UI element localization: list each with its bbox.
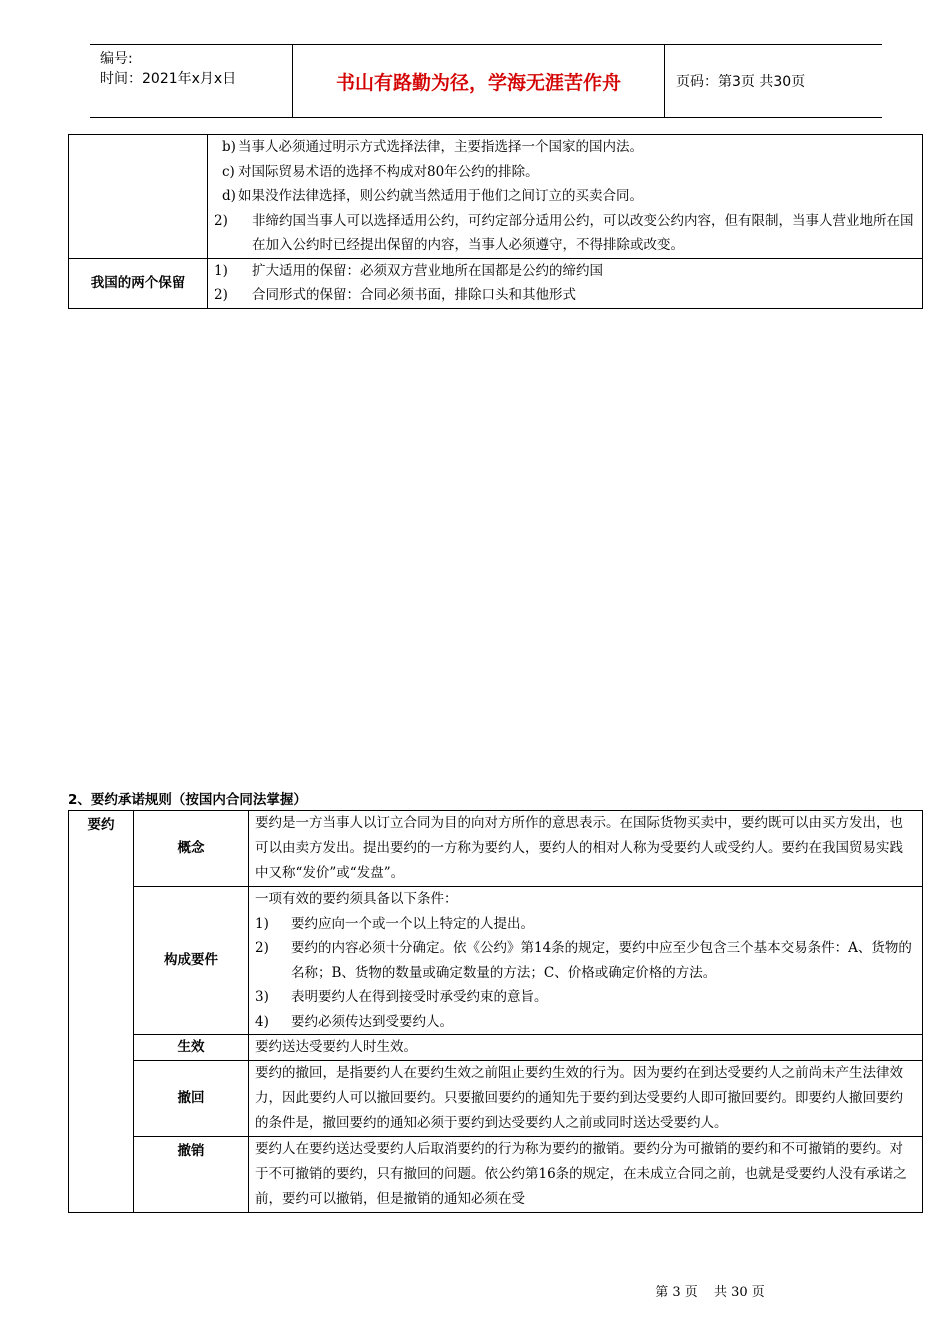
header-motto: 书山有路勤为径，学海无涯苦作舟 (335, 72, 621, 94)
doc-time-label: 时间：2021年x月x日 (100, 71, 237, 87)
effect-text: 要约送达受要约人时生效。 (249, 1035, 923, 1061)
reservations-cell (208, 258, 923, 308)
page-header (90, 44, 882, 118)
elements-cell (249, 887, 923, 1035)
header-divider-right (664, 45, 665, 117)
offer-main-label: 要约 (69, 811, 134, 1213)
list-item: d) 如果没作法律选择，则公约就当然适用于他们之间订立的买卖合同。 (222, 188, 643, 204)
elements-label: 构成要件 (134, 887, 249, 1035)
list-item: 2) 合同形式的保留：合同必须书面，排除口头和其他形式 (214, 287, 576, 303)
table-row (69, 135, 923, 259)
empty-label-cell (69, 135, 208, 259)
footer-total: 共 30 页 (713, 1285, 765, 1300)
application-rules-cell (208, 135, 923, 259)
list-item: c) 对国际贸易术语的选择不构成对80年公约的排除。 (222, 163, 539, 180)
concept-label: 概念 (134, 811, 249, 887)
header-meta (100, 49, 236, 89)
elements-intro: 一项有效的要约须具备以下条件： (255, 891, 458, 907)
withdraw-text: 要约的撤回，是指要约人在要约生效之前阻止要约生效的行为。因为要约在到达受要约人之前尚未产生法律效力，因此要约人可以撤回要约。只要撤回要约的通知先于要约到达受要约人即可撤回要约。即要约人撤回要约的条件是，撤回要约的通知必须于要约到达受要约人之前或同时送达受要约人。 (249, 1060, 923, 1136)
section-title: 2、要约承诺规则（按国内合同法掌握） (68, 792, 307, 808)
reservations-label: 我国的两个保留 (69, 258, 208, 308)
table-row (69, 887, 923, 1035)
list-item: 3) 表明要约人在得到接受时承受约束的意旨。 (255, 989, 548, 1005)
table-row (69, 1136, 923, 1212)
convention-application-table (68, 134, 923, 309)
revoke-label: 撤销 (134, 1136, 249, 1212)
table-row (69, 811, 923, 887)
concept-text: 要约是一方当事人以订立合同为目的向对方所作的意思表示。在国际货物买卖中，要约既可以由买方发出，也可以由卖方发出。提出要约的一方称为要约人，要约人的相对人称为受要约人或受约人。要约在我国贸易实践中又称“发价”或“发盘”。 (249, 811, 923, 887)
page-footer (0, 1281, 950, 1300)
effect-label: 生效 (134, 1035, 249, 1061)
list-item: b) 当事人必须通过明示方式选择法律，主要指选择一个国家的国内法。 (222, 139, 643, 155)
footer-page: 第 3 页 (655, 1285, 698, 1300)
table-row (69, 1035, 923, 1061)
doc-code-label: 编号: (100, 51, 133, 67)
table-row (69, 1060, 923, 1136)
revoke-text: 要约人在要约送达受要约人后取消要约的行为称为要约的撤销。要约分为可撤销的要约和不可撤销的要约。对于不可撤销的要约，只有撤回的问题。依公约第16条的规定，在未成立合同之前，也就是受要约人没有承诺之前，要约可以撤销，但是撤销的通知必须在受 (249, 1136, 923, 1212)
list-item: 4) 要约必须传达到受要约人。 (255, 1013, 453, 1030)
withdraw-label: 撤回 (134, 1060, 249, 1136)
list-item: 2) 要约的内容必须十分确定。依《公约》第14条的规定，要约中应至少包含三个基本交易条件：A、货物的名称；B、货物的数量或确定数量的方法；C、价格或确定价格的方法。 (255, 940, 912, 981)
list-item: 2) 非缔约国当事人可以选择适用公约，可约定部分适用公约，可以改变公约内容，但有限制，当事人营业地所在国在加入公约时已经提出保留的内容，当事人必须遵守，不得排除或改变。 (214, 212, 914, 253)
header-page-number: 页码：第3页 共30页 (676, 74, 806, 90)
offer-rules-table (68, 810, 923, 1213)
table-row (69, 258, 923, 308)
list-item: 1) 要约应向一个或一个以上特定的人提出。 (255, 915, 534, 932)
list-item: 1) 扩大适用的保留：必须双方营业地所在国都是公约的缔约国 (214, 262, 603, 279)
